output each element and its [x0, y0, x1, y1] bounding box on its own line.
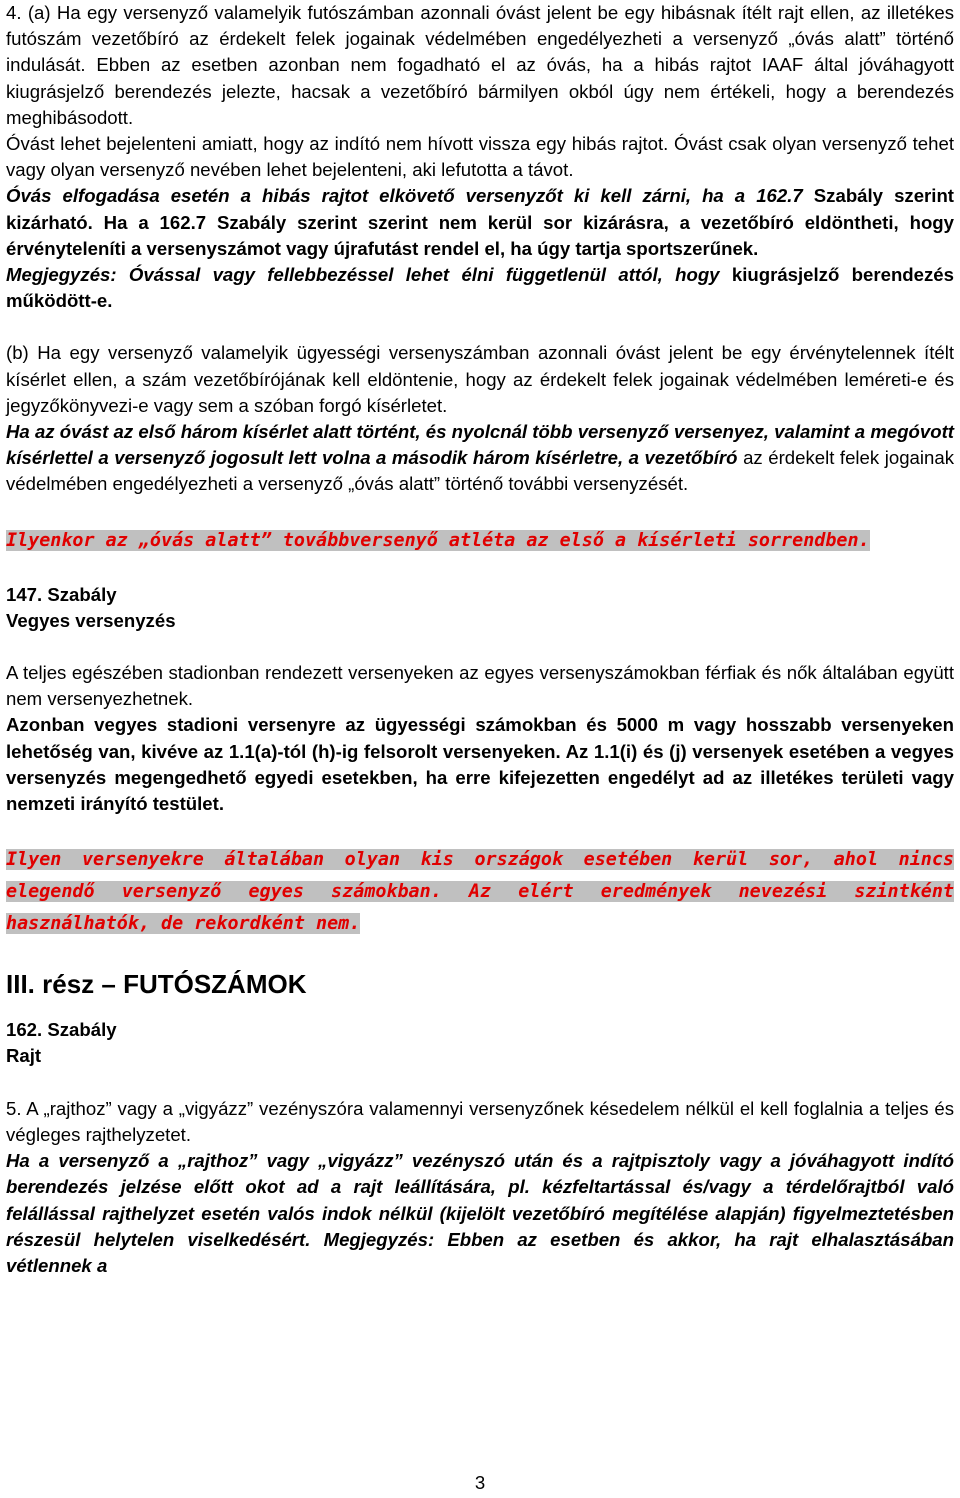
- text-4a-intro: 4. (a) Ha egy versenyző valamelyik futószámban azonnali óvást jelent be egy hibásnak ítélt rajt ellen, az illetékes futószám vezetőbíró az érdekelt felek jogainak védelmében engedélyezheti a versenyző „óvás alatt” történő indulását. Ebben az esetben azonban nem fogadható el az óvás, ha a hibás rajtot IAAF által jóváhagyott kiugrásjelző berendezés jelezte, hacsak a vezetőbíró bármilyen okból úgy nem értékeli, hogy a berendezés meghibásodott.: [6, 2, 954, 128]
- paragraph-147-highlight: [6, 843, 954, 939]
- section-4b: [6, 340, 954, 555]
- text-162-warning: Ha a versenyző a „rajthoz” vagy „vigyázz” vezényszó után és a rajtpisztoly vagy a jóváhagyott indító berendezés jelzése előtt okot ad a rajt leállítására, pl. kézfeltartással és/vagy a térdelőrajtból való felállással rajthelyzet esetén valós indok nélkül (kijelölt vezetőbíró megítélése alapján) figyelmeztetésben részesül helytelen viselkedésért. Megjegyzés: Ebben az esetben és akkor, ha rajt elhalasztásában vétlennek a: [6, 1150, 954, 1276]
- paragraph-4a-acceptance: [6, 183, 954, 262]
- text-147-general: A teljes egészében stadionban rendezett versenyeken az egyes versenyszámokban férfiak és nők általában együtt nem versenyezhetnek.: [6, 662, 954, 710]
- paragraph-4a-intro: [6, 0, 954, 131]
- paragraph-4b-intro: [6, 340, 954, 419]
- text-147-mixed: Azonban vegyes stadioni versenyre az ügyességi számokban és 5000 m vagy hosszabb versenyeken lehetőség van, kivéve az 1.1(a)-tól (h)-ig felsorolt versenyeken. Az 1.1(i) és (j) versenyek esetében a vegyes versenyzés megengedhető egyedi esetekben, ha erre kifejezetten engedélyt ad az illetékes területi vagy nemzeti irányító testület.: [6, 714, 954, 815]
- spacer: [6, 634, 954, 660]
- spacer: [6, 498, 954, 524]
- spacer: [6, 556, 954, 582]
- text-4b-rule-emph: Ha az óvást az első három kísérlet alatt történt, és nyolcnál több versenyző versenyez, valamint a megóvott kísérlettel a versenyző jogosult lett volna a második három kísérletre, a vezetőbíró: [6, 421, 954, 469]
- paragraph-147-general: [6, 660, 954, 712]
- highlighted-amendment-147: Ilyen versenyekre általában olyan kis országok esetében kerül sor, ahol nincs elegendő versenyző egyes számokban. Az elért eredmények nevezési szintként használhatók, de rekordként nem.: [6, 849, 954, 935]
- paragraph-4b-highlight: [6, 524, 954, 556]
- text-4a-recall: Óvást lehet bejelenteni amiatt, hogy az indító nem hívott vissza egy hibás rajtot. Óvást csak olyan versenyző tehet vagy olyan versenyző nevében lehet bejelenteni, aki lefutotta a távot.: [6, 133, 954, 181]
- text-4a-acceptance-bold: Szabály szerint kizárható. Ha a 162.7 Szabály szerint szerint nem kerül sor kizárásra, a vezetőbíró eldöntheti, hogy érvényteleníti a versenyszámot vagy újrafutást rendel el, ha úgy tartja sportszerűnek.: [6, 185, 954, 259]
- text-4b-intro: (b) Ha egy versenyző valamelyik ügyességi versenyszámban azonnali óvást jelent be egy érvénytelennek ítélt kísérlet ellen, a szám vezetőbírójának kell eldöntenie, hogy az érdekelt felek jogainak védelmében leméreti-e és jegyzőkönyvezi-e vagy sem a szóban forgó kísérletet.: [6, 342, 954, 416]
- text-162-5: 5. A „rajthoz” vagy a „vigyázz” vezényszóra valamennyi versenyzőnek késedelem nélkül el kell foglalnia a teljes és végleges rajthelyzetet.: [6, 1097, 954, 1145]
- paragraph-4a-note: [6, 262, 954, 314]
- spacer: [6, 817, 954, 843]
- rule-147-number: 147. Szabály: [6, 583, 117, 605]
- paragraph-4b-rule: [6, 419, 954, 498]
- text-4a-note-emph: Megjegyzés: Óvással vagy fellebbezéssel lehet élni függetlenül attól, hogy: [6, 264, 720, 286]
- part-heading: III. rész – FUTÓSZÁMOK: [6, 969, 307, 1000]
- text-4a-note-bold: kiugrásjelző berendezés működött-e.: [6, 264, 954, 312]
- highlighted-amendment-4b: Ilyenkor az „óvás alatt” továbbversenyő atléta az első a kísérleti sorrendben.: [6, 529, 870, 551]
- spacer: [6, 939, 954, 965]
- rule-147-title: Vegyes versenyzés: [6, 609, 176, 631]
- rule-162-title: Rajt: [6, 1045, 42, 1067]
- rule-162-number: 162. Szabály: [6, 1019, 117, 1041]
- paragraph-162-warning: [6, 1148, 954, 1279]
- section-4a: [6, 0, 954, 314]
- paragraph-147-mixed: [6, 712, 954, 817]
- spacer: [6, 314, 954, 340]
- spacer: [6, 1070, 954, 1096]
- text-4b-rule-normal: az érdekelt felek jogainak védelmében engedélyezheti a versenyző „óvás alatt” történő további versenyzését.: [6, 447, 954, 495]
- text-4a-acceptance-emph: Óvás elfogadása esetén a hibás rajtot elkövető versenyzőt ki kell zárni, ha a 162.7: [6, 185, 803, 207]
- paragraph-162-5: [6, 1096, 954, 1148]
- paragraph-4a-recall: [6, 131, 954, 183]
- page-number: 3: [474, 1472, 486, 1493]
- section-rule-147: [6, 582, 954, 940]
- section-rule-162: [6, 1017, 954, 1279]
- spacer: [6, 1003, 954, 1017]
